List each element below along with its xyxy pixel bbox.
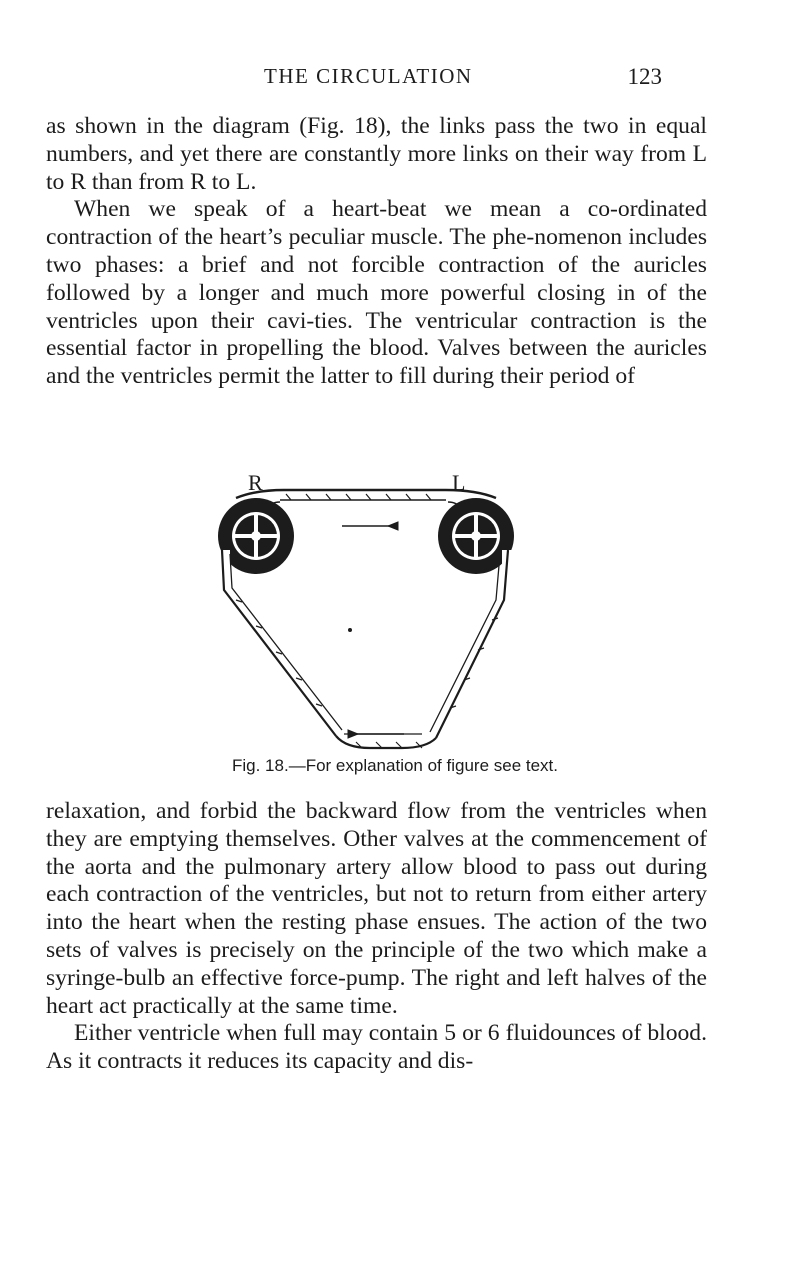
running-head	[0, 60, 800, 90]
running-title: THE CIRCULATION	[264, 64, 473, 88]
caption-text: Fig. 18.—For explanation of figure see text.	[232, 756, 559, 775]
centre-dot	[348, 628, 352, 632]
wheel-l	[438, 498, 514, 574]
figure-18	[196, 450, 536, 780]
direction-arrow	[342, 522, 398, 530]
bottom-arrow	[348, 730, 404, 738]
circulation-chain-diagram	[196, 450, 536, 760]
label-r: R	[248, 470, 263, 495]
wheel-r	[218, 498, 294, 574]
descending-chain	[222, 550, 342, 736]
paragraph: as shown in the diagram (Fig. 18), the links pass the two in equal numbers, and yet there are constantly more links on their way from L to R than from R to L.	[46, 113, 707, 195]
page-number: 123	[627, 64, 662, 89]
label-l: L	[452, 470, 466, 495]
paragraph: Either ventricle when full may contain 5 or 6 fluidounces of blood. As it contracts it reduces its capacity and dis-	[46, 1020, 707, 1075]
text-block-bottom	[46, 798, 707, 1076]
ascending-chain	[430, 550, 508, 738]
paragraph: When we speak of a heart-beat we mean a co-ordinated contraction of the heart’s peculiar muscle. The phe-nomenon includes two phases: a brief and not forcible contraction of the auricles followed by a longer and much more powerful closing in of the ventricles upon their cavi-ties. The ventricular contraction is the essential factor in propelling the blood. Valves between the auricles and the ventricles permit the latter to fill during their period of	[46, 196, 707, 390]
paragraph: relaxation, and forbid the backward flow from the ventricles when they are emptying themselves. Other valves at the commencement of the aorta and the pulmonary artery allow blood to pass out during each contraction of the ventricles, but not to return from either artery into the heart when the resting phase ensues. The action of the two sets of valves is precisely on the principle of the two which make a syringe-bulb an effective force-pump. The right and left halves of the heart act practically at the same time.	[46, 798, 707, 1019]
text-block-top	[46, 113, 707, 391]
